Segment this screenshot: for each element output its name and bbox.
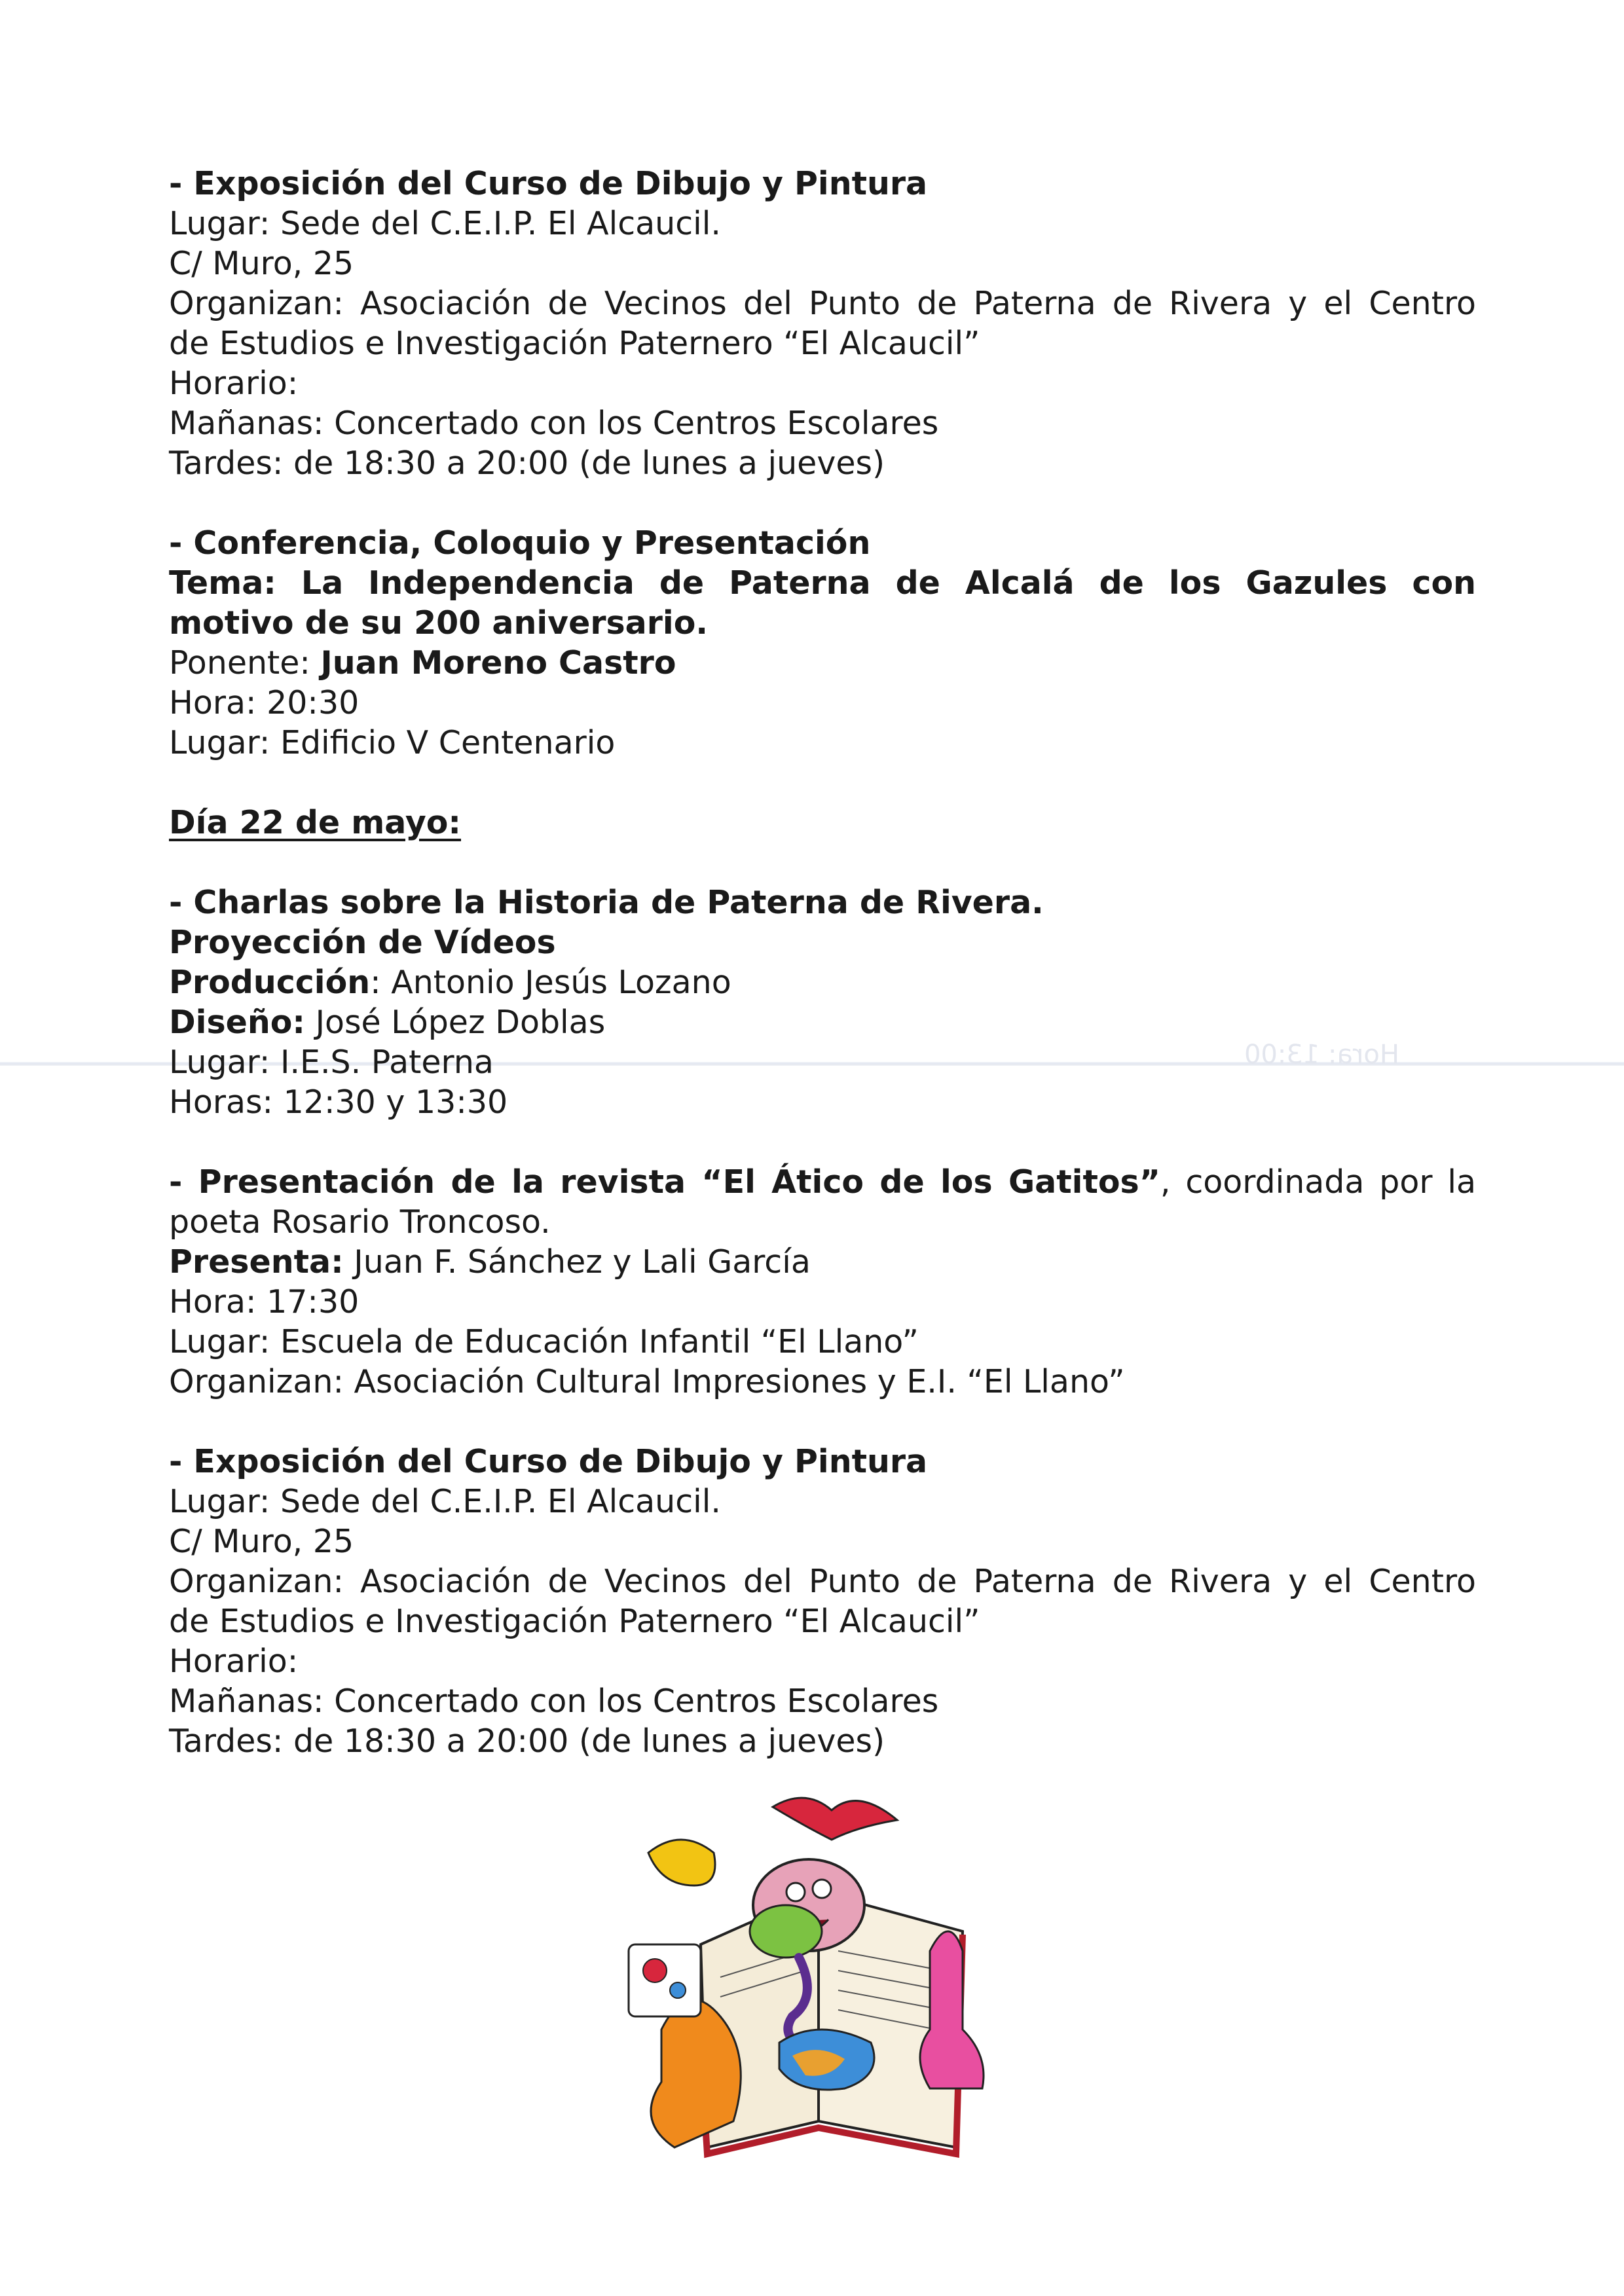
venue: Lugar: Escuela de Educación Infantil “El Llano” (169, 1323, 919, 1360)
scan-bleed-through: Hora: 13:00 (1244, 1040, 1399, 1070)
venue: Lugar: Edificio V Centenario (169, 724, 616, 761)
times: Horas: 12:30 y 13:30 (169, 1084, 508, 1121)
address: C/ Muro, 25 (169, 1523, 354, 1560)
time: Hora: 20:30 (169, 684, 360, 721)
presenters-label: Presenta: (169, 1243, 344, 1281)
venue: Lugar: Sede del C.E.I.P. El Alcaucil. (169, 205, 721, 242)
production (169, 962, 1476, 1002)
topic-line-2: motivo de su 200 aniversario. (169, 604, 708, 642)
presenters (169, 1242, 1476, 1282)
talks-section (169, 883, 1476, 1122)
design-label: Diseño: (169, 1004, 306, 1041)
venue: Lugar: Sede del C.E.I.P. El Alcaucil. (169, 1483, 721, 1520)
organizers: Organizan: Asociación Cultural Impresiones y E.I. “El Llano” (169, 1363, 1125, 1400)
section-subtitle: Proyección de Vídeos (169, 924, 556, 961)
section-title (169, 1162, 1476, 1202)
production-value: : Antonio Jesús Lozano (370, 964, 731, 1001)
exhibition-section-2 (169, 1442, 1476, 1761)
venue: Lugar: I.E.S. Paterna (169, 1044, 494, 1081)
magazine-title: - Presentación de la revista “El Ático de los Gatitos” (169, 1163, 1160, 1201)
schedule-afternoons: Tardes: de 18:30 a 20:00 (de lunes a jueves) (169, 1722, 885, 1760)
book-with-dinosaurs-illustration (622, 1781, 1028, 2160)
exhibition-section-1 (169, 164, 1476, 483)
coordinator: poeta Rosario Troncoso. (169, 1203, 551, 1241)
production-label: Producción (169, 964, 371, 1001)
conference-section (169, 523, 1476, 763)
presenters-value: Juan F. Sánchez y Lali García (343, 1243, 811, 1281)
speaker-label: Ponente: (169, 644, 321, 682)
speaker (169, 643, 1476, 683)
time: Hora: 17:30 (169, 1283, 360, 1321)
topic-line-1: Tema: La Independencia de Paterna de Alcalá de los Gazules con (169, 564, 1476, 602)
design (169, 1002, 1476, 1042)
organizers-line-1: Organizan: Asociación de Vecinos del Punto de Paterna de Rivera y el Centro (169, 1563, 1476, 1600)
schedule-label: Horario: (169, 365, 299, 402)
schedule-afternoons: Tardes: de 18:30 a 20:00 (de lunes a jueves) (169, 445, 885, 482)
organizers-line-1: Organizan: Asociación de Vecinos del Punto de Paterna de Rivera y el Centro (169, 285, 1476, 322)
document-page (169, 164, 1476, 1761)
section-title: - Charlas sobre la Historia de Paterna de Rivera. (169, 884, 1044, 921)
organizers-line-2: de Estudios e Investigación Paternero “El Alcaucil” (169, 325, 980, 362)
speaker-name: Juan Moreno Castro (320, 644, 676, 682)
address: C/ Muro, 25 (169, 245, 354, 282)
schedule-label: Horario: (169, 1643, 299, 1680)
schedule-mornings: Mañanas: Concertado con los Centros Escolares (169, 405, 939, 442)
day-heading: Día 22 de mayo: (169, 804, 462, 841)
organizers-line-2: de Estudios e Investigación Paternero “El Alcaucil” (169, 1603, 980, 1640)
section-title: - Conferencia, Coloquio y Presentación (169, 524, 871, 562)
section-title: - Exposición del Curso de Dibujo y Pintura (169, 1443, 928, 1480)
design-value: José López Doblas (305, 1004, 606, 1041)
magazine-title-rest: , coordinada por la (1160, 1163, 1476, 1201)
schedule-mornings: Mañanas: Concertado con los Centros Escolares (169, 1683, 939, 1720)
magazine-section (169, 1162, 1476, 1402)
section-title: - Exposición del Curso de Dibujo y Pintura (169, 165, 928, 202)
